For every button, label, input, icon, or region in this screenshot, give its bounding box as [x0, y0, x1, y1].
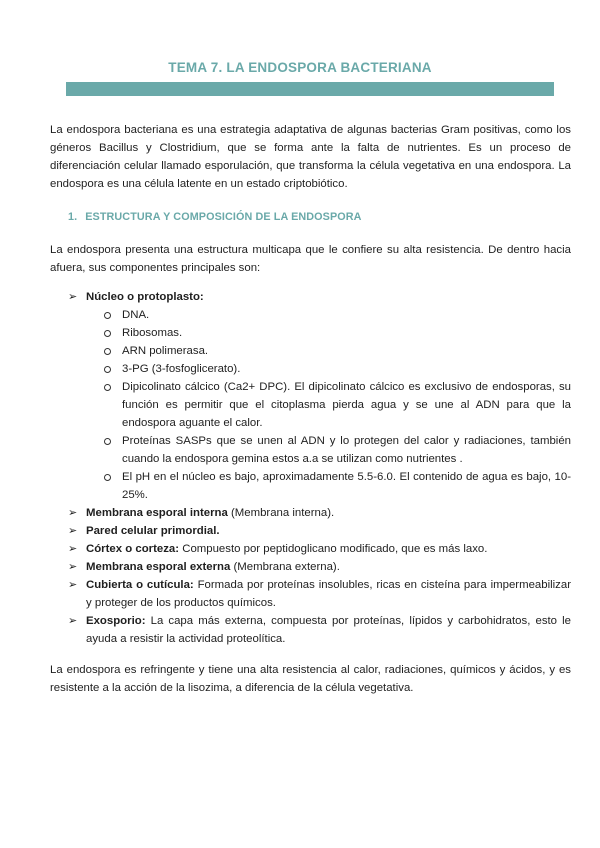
section-heading	[68, 211, 362, 223]
list-item	[50, 540, 571, 558]
circle-bullet-icon	[104, 330, 111, 337]
list-item	[50, 558, 571, 576]
list-item-term: Córtex o corteza:	[86, 543, 180, 555]
section-number: 1.	[68, 211, 78, 223]
list-item	[50, 612, 571, 648]
section-title: ESTRUCTURA Y COMPOSICIÓN DE LA ENDOSPORA	[85, 211, 362, 223]
list-item-text: Compuesto por peptidoglicano modificado, que es más laxo.	[179, 543, 488, 555]
sublist-item: Proteínas SASPs que se unen al ADN y lo protegen del calor y radiaciones, también cuando la endospora gemina estos a.a se utilizan como nutrientes .	[86, 432, 571, 468]
list-item-term: Núcleo o protoplasto:	[86, 291, 204, 303]
circle-bullet-icon	[104, 474, 111, 481]
arrow-bullet-icon: ➢	[68, 525, 78, 537]
list-item	[50, 504, 571, 522]
list-item	[50, 522, 571, 540]
circle-bullet-icon	[104, 312, 111, 319]
page-title: TEMA 7. LA ENDOSPORA BACTERIANA	[168, 60, 432, 75]
circle-bullet-icon	[104, 438, 111, 445]
list-item-text: La capa más externa, compuesta por proteínas, lípidos y carbohidratos, esto le ayuda a resistir la actividad proteolítica.	[86, 615, 571, 645]
arrow-bullet-icon: ➢	[68, 291, 78, 303]
closing-paragraph: La endospora es refringente y tiene una alta resistencia al calor, radiaciones, químicos y ácidos, y es resistente a la acción de la lisozima, a diferencia de la célula vegetativa.	[50, 664, 571, 694]
arrow-bullet-icon: ➢	[68, 615, 78, 627]
sublist-item: DNA.	[86, 306, 571, 324]
list-item-term: Exosporio:	[86, 615, 146, 627]
title-underline-bar	[66, 82, 554, 96]
list-item	[50, 288, 571, 504]
sublist-item: 3-PG (3-fosfoglicerato).	[86, 360, 571, 378]
arrow-bullet-icon: ➢	[68, 543, 78, 555]
structure-list	[50, 288, 571, 648]
arrow-bullet-icon: ➢	[68, 579, 78, 591]
list-item-text: (Membrana externa).	[230, 561, 340, 573]
circle-bullet-icon	[104, 384, 111, 391]
intro-paragraph: La endospora bacteriana es una estrategia adaptativa de algunas bacterias Gram positivas, como los géneros Bacillus y Clostridium, que se forma ante la falta de nutrientes. Es un proceso de diferenciación celular llamado esporulación, que transforma la célula vegetativa en una endospora. La endospora es una célula latente en un estado criptobiótico.	[50, 124, 571, 190]
arrow-bullet-icon: ➢	[68, 507, 78, 519]
sublist-item: Dipicolinato cálcico (Ca2+ DPC). El dipicolinato cálcico es exclusivo de endosporas, su función es permitir que el citoplasma pierda agua y se une al ADN para que la endospora aguante el calor.	[86, 378, 571, 432]
sublist-item: Ribosomas.	[86, 324, 571, 342]
sublist-item: El pH en el núcleo es bajo, aproximadamente 5.5-6.0. El contenido de agua es bajo, 10-25%.	[86, 468, 571, 504]
list-item-term: Pared celular primordial.	[86, 525, 220, 537]
list-item-term: Membrana esporal externa	[86, 561, 231, 573]
list-item-term: Cubierta o cutícula:	[86, 579, 194, 591]
circle-bullet-icon	[104, 366, 111, 373]
list-item-text: (Membrana interna).	[227, 507, 335, 519]
list-item	[50, 576, 571, 612]
sublist-item: ARN polimerasa.	[86, 342, 571, 360]
circle-bullet-icon	[104, 348, 111, 355]
nucleus-sublist	[86, 306, 571, 504]
list-item-term: Membrana esporal interna	[86, 507, 228, 519]
arrow-bullet-icon: ➢	[68, 561, 78, 573]
section-intro-paragraph: La endospora presenta una estructura multicapa que le confiere su alta resistencia. De dentro hacia afuera, sus componentes principales son:	[50, 244, 571, 274]
list-item-text: Formada por proteínas insolubles, ricas en cisteína para impermeabilizar y proteger de los productos químicos.	[86, 579, 571, 609]
